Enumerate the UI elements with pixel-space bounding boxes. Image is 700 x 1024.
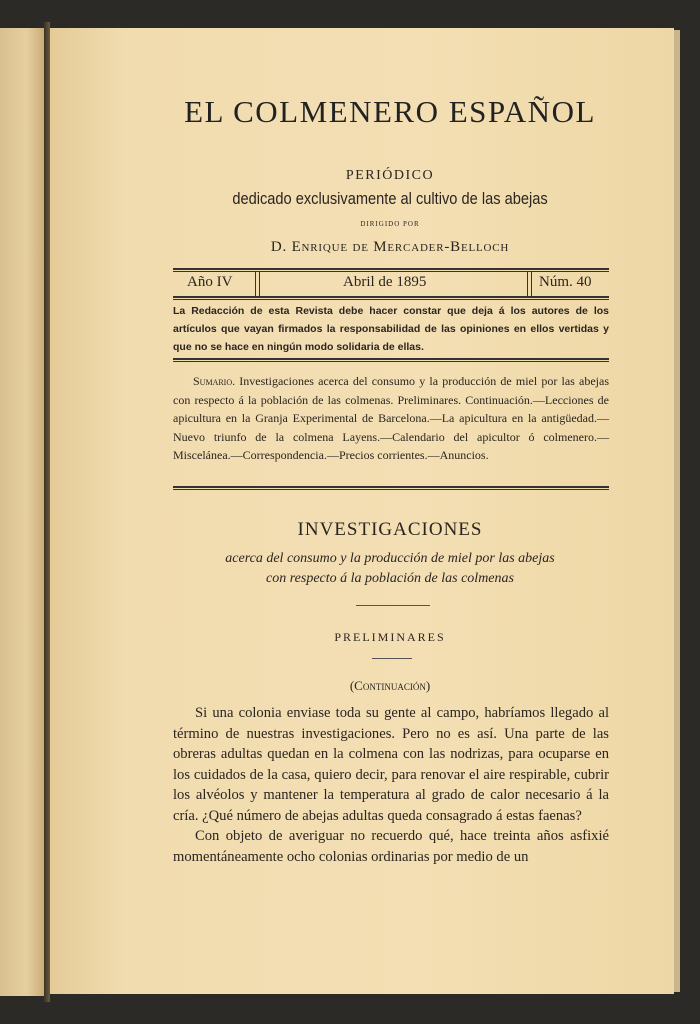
article-subheading-line2: con respecto á la población de las colmenas bbox=[266, 571, 514, 586]
masthead-subtitle: dedicado exclusivamente al cultivo de las abejas bbox=[232, 189, 548, 208]
notice-rule bbox=[173, 358, 609, 362]
summary-rule bbox=[173, 486, 609, 490]
article-subheading bbox=[50, 549, 700, 589]
document-page bbox=[50, 28, 674, 994]
masthead-periodico: PERIÓDICO bbox=[345, 168, 435, 183]
summary-text: Investigaciones acerca del consumo y la producción de miel por las abejas con respecto á la población de las colmenas. Preliminares. Continuación.—Lecciones de apicultura en la Granja Experimental de Barcelona.—La apicultura en la antigüedad.—Nuevo triunfo de la colmena Layens.—Calendario del apicultor ó colmenero.—Miscelánea.—Correspondencia.—Precios corrientes.—Anuncios. bbox=[173, 374, 609, 462]
masthead-director: D. Enrique de Mercader-Belloch bbox=[270, 239, 510, 255]
issue-divider bbox=[255, 272, 260, 296]
paragraph: Con objeto de averiguar no recuerdo qué, hace treinta años asfixié momentáneamente ocho colonias ordinarias por medio de un bbox=[173, 828, 609, 865]
section-title: PRELIMINARES bbox=[334, 630, 446, 644]
summary-label: Sumario. bbox=[193, 374, 236, 388]
heading-divider bbox=[356, 605, 430, 606]
paragraph: Si una colonia enviase toda su gente al campo, habríamos llegado al término de nuestras investigaciones. Pero no es así. Una parte de las obreras adultas quedan en la colmena con las nodrizas, para ocuparse en los cuidados de la casa, quiero decir, para renovar el aire respirable, cubrir los alvéolos y mantener la temperatura al grado de calor necesario á la cría. ¿Qué número de abejas adultas queda consagrado á estas faenas? bbox=[173, 705, 609, 824]
continuation-label: (Continuación) bbox=[349, 678, 431, 693]
issue-divider bbox=[527, 272, 532, 296]
issue-number: Núm. 40 bbox=[539, 274, 592, 290]
article-subheading-line1: acerca del consumo y la producción de miel por las abejas bbox=[225, 551, 555, 566]
article-body bbox=[173, 703, 609, 867]
article-heading: INVESTIGACIONES bbox=[297, 519, 483, 540]
issue-bar bbox=[173, 272, 609, 296]
masthead-title: EL COLMENERO ESPAÑOL bbox=[184, 94, 596, 129]
issue-date: Abril de 1895 bbox=[343, 274, 427, 290]
left-page-edge bbox=[0, 28, 46, 996]
masthead-dirigido: DIRIGIDO POR bbox=[360, 220, 420, 228]
section-divider bbox=[372, 658, 412, 659]
issue-year: Año IV bbox=[187, 274, 233, 290]
summary-block bbox=[173, 372, 609, 465]
issue-bottom-rule bbox=[173, 296, 609, 300]
editorial-notice: La Redacción de esta Revista debe hacer constar que deja á los autores de los artículos que vayan firmados la responsabilidad de las opiniones en ellos vertidas y que no se hace en ningún modo solidaria de ellas. bbox=[173, 305, 609, 353]
